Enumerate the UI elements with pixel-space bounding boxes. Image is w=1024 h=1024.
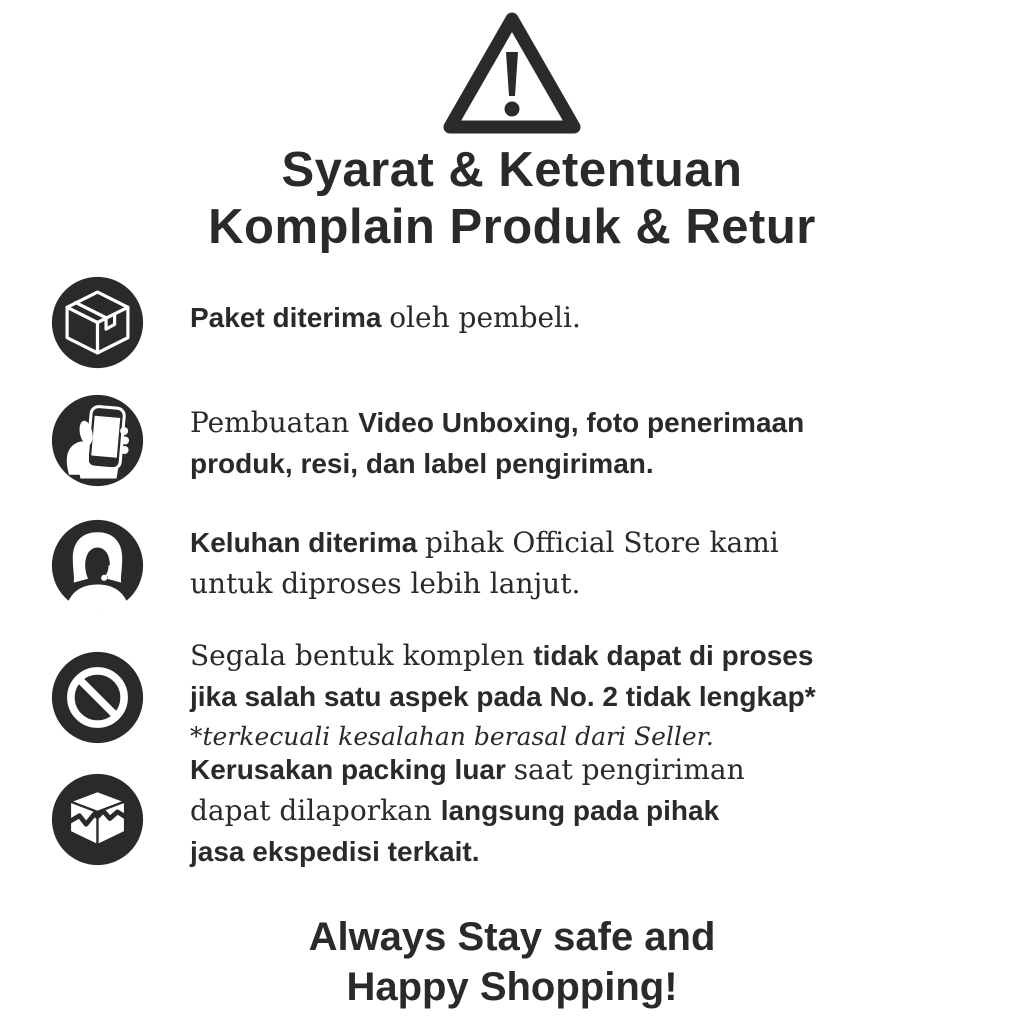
title-line-1: Syarat & Ketentuan: [281, 143, 743, 197]
text-segment: oleh pembeli.: [389, 301, 581, 334]
text-segment: dapat dilaporkan: [190, 794, 441, 827]
text-segment: saat pengiriman: [513, 753, 745, 786]
text-line: [190, 525, 950, 566]
damaged-package-icon: [50, 772, 145, 867]
text-segment: Paket diterima: [190, 302, 390, 333]
text-segment: pihak Official Store kami: [424, 526, 779, 559]
text-segment: tidak dapat di proses: [533, 640, 814, 671]
text-segment: jasa ekspedisi terkait.: [190, 836, 480, 867]
package-box-icon: [50, 275, 145, 370]
warning-triangle-icon: [437, 6, 587, 141]
text-segment: untuk diproses lebih lanjut.: [190, 567, 581, 600]
term-item-2-text: [190, 405, 950, 487]
text-segment: jika salah satu aspek pada No. 2 tidak lengkap*: [190, 681, 816, 712]
page-title: [0, 142, 1024, 256]
term-item-4-text: [190, 638, 950, 758]
prohibited-icon: [50, 650, 145, 745]
text-segment: Pembuatan: [190, 406, 359, 439]
footer-message: [0, 912, 1024, 1012]
text-segment: langsung pada pihak: [440, 795, 720, 826]
text-line: [190, 834, 950, 875]
text-line: [190, 638, 950, 679]
text-line: [190, 679, 950, 720]
text-line: [190, 446, 950, 487]
text-segment: Segala bentuk komplen: [190, 639, 534, 672]
text-line: [190, 300, 950, 341]
text-segment: *terkecuali kesalahan berasal dari Seller.: [190, 722, 714, 751]
footer-line-1: Always Stay safe and: [308, 915, 716, 959]
text-segment: Video Unboxing, foto penerimaan: [358, 407, 805, 438]
text-segment: produk, resi, dan label pengiriman.: [190, 448, 654, 479]
customer-service-icon: [50, 518, 145, 613]
term-item-1-text: [190, 300, 950, 341]
phone-unboxing-icon: [50, 393, 145, 488]
text-segment: Kerusakan packing luar: [190, 754, 514, 785]
text-line: [190, 752, 950, 793]
text-line: [190, 405, 950, 446]
title-line-2: Komplain Produk & Retur: [208, 200, 816, 254]
term-item-3-text: [190, 525, 950, 607]
footer-line-2: Happy Shopping!: [346, 965, 678, 1009]
text-line: [190, 566, 950, 607]
text-segment: Keluhan diterima: [190, 527, 425, 558]
text-line: [190, 793, 950, 834]
term-item-5-text: [190, 752, 950, 875]
